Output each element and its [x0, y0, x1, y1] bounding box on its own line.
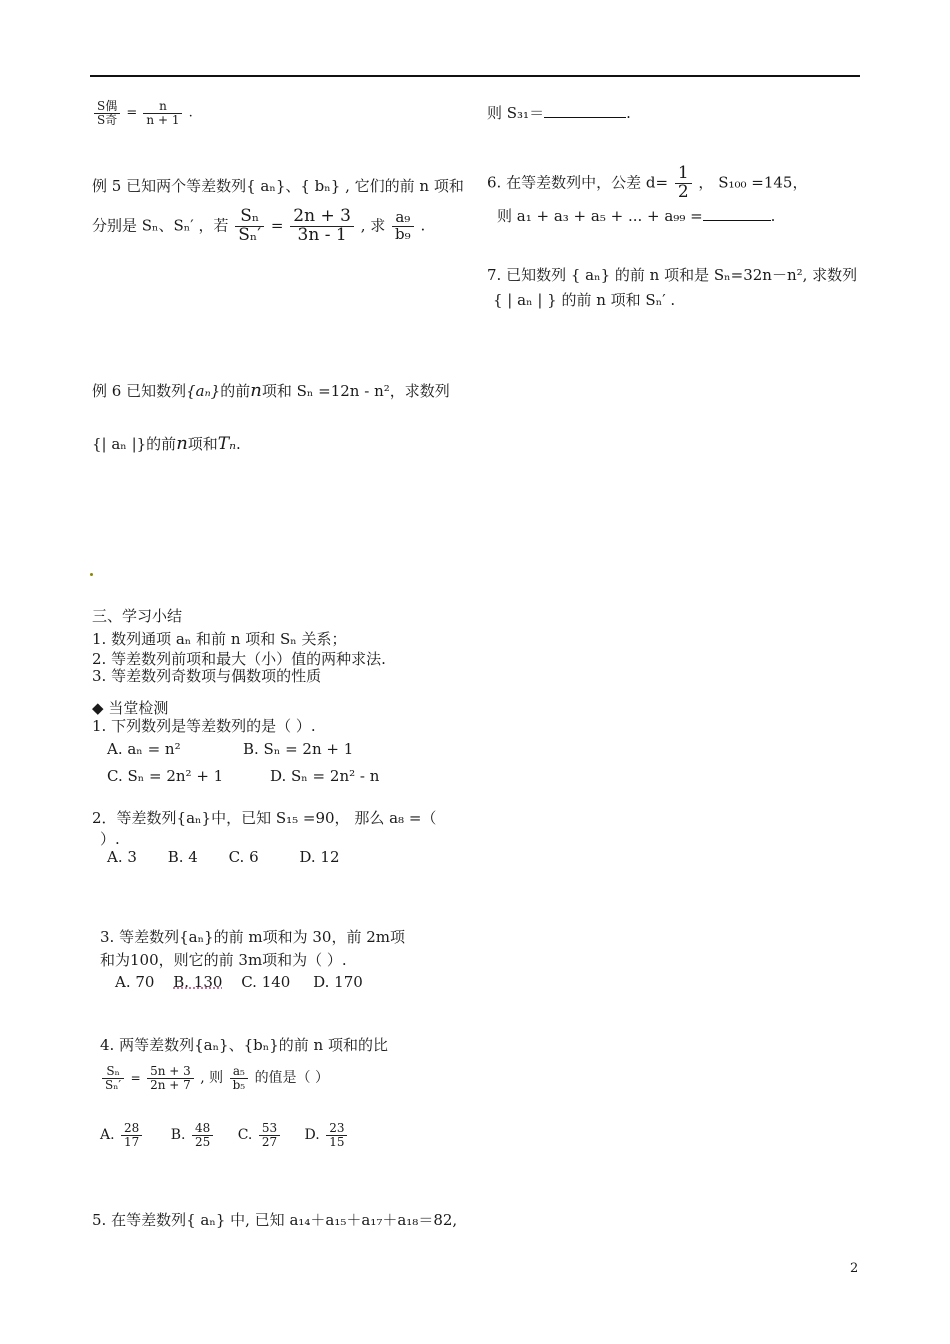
- q3-opt-c: C. 140: [241, 973, 291, 991]
- question-3-line2: 和为100，则它的前 3m项和为（ ）.: [100, 951, 347, 969]
- stray-mark: [90, 573, 93, 576]
- question-5-continuation: 则 S₃₁＝ .: [487, 104, 631, 122]
- summary-item-1: 1. 数列通项 aₙ 和前 n 项和 Sₙ 关系；: [92, 630, 347, 648]
- question-1-opt-b: B. Sₙ = 2n + 1: [243, 740, 354, 758]
- question-7-line2: { | aₙ | } 的前 n 项和 Sₙ′ .: [493, 291, 676, 309]
- q2-opt-d: D. 12: [299, 848, 340, 866]
- summary-item-3: 3. 等差数列奇数项与偶数项的性质: [92, 667, 322, 685]
- check-title: ◆ 当堂检测: [92, 699, 169, 717]
- question-1-opt-a: A. aₙ = n²: [107, 740, 181, 758]
- example-6-line2: {| aₙ |}的前n项和Tₙ.: [92, 433, 241, 454]
- question-6-line1: 6. 在等差数列中，公差 d= $\frac{1}{2}$ ， S₁₀₀ =145，: [487, 163, 808, 202]
- q4-opt-d: D. $\frac{23}{15}$: [305, 1122, 350, 1148]
- top-fraction-fragment: $\frac{\text{S偶}}{\text{S奇}}$ = $\frac{n}{n + 1}$ .: [92, 100, 193, 126]
- answer-blank[interactable]: [544, 117, 626, 118]
- q4-opt-b: B. $\frac{48}{25}$: [171, 1122, 215, 1148]
- question-1-opt-c: C. Sₙ = 2n² + 1: [107, 767, 224, 785]
- question-3-options: [115, 973, 389, 991]
- q2-opt-b: B. 4: [167, 848, 198, 866]
- question-4-options: [100, 1122, 375, 1148]
- answer-blank-6[interactable]: [703, 220, 771, 221]
- question-2-line2: ）.: [100, 830, 120, 848]
- header-rule: [90, 75, 860, 77]
- question-6-line2: 则 a₁ + a₃ + a₅ + ... + a₉₉ = .: [497, 207, 776, 225]
- question-4-line1: 4. 两等差数列{aₙ}、{bₙ}的前 n 项和的比: [100, 1036, 388, 1054]
- question-5: 5. 在等差数列{ aₙ} 中, 已知 a₁₄＋a₁₅＋a₁₇＋a₁₈＝82,: [92, 1211, 458, 1229]
- question-2-options: [107, 848, 366, 866]
- summary-title: 三、学习小结: [92, 607, 183, 625]
- q3-opt-a: A. 70: [115, 973, 155, 991]
- q4-opt-c: C. $\frac{53}{27}$: [238, 1122, 282, 1148]
- q3-opt-d: D. 170: [313, 973, 363, 991]
- q4-opt-a: A. $\frac{28}{17}$: [100, 1122, 144, 1148]
- example-5-line2: 分别是 Sₙ、Sₙ′ ，若 $\frac{\text{Sₙ}}{\text{Sₙ′}}$ = $\frac{2n + 3}{3n - 1}$ , 求 $\frac{\text{a₉}}{\text{b₉}}$ .: [92, 206, 426, 245]
- example-5-line1: 例 5 已知两个等差数列{ aₙ}、{ bₙ} , 它们的前 n 项和: [92, 177, 464, 195]
- question-7-line1: 7. 已知数列 { aₙ} 的前 n 项和是 Sₙ=32n－n², 求数列: [487, 266, 858, 284]
- q2-opt-a: A. 3: [107, 848, 137, 866]
- example-6-line1: 例 6 已知数列{aₙ}的前n项和 Sₙ =12n - n²，求数列: [92, 380, 450, 401]
- question-1: 1. 下列数列是等差数列的是（ ）.: [92, 717, 316, 735]
- q2-opt-c: C. 6: [228, 848, 259, 866]
- summary-item-2: 2. 等差数列前项和最大（小）值的两种求法.: [92, 650, 386, 668]
- question-1-opt-d: D. Sₙ = 2n² - n: [270, 767, 380, 785]
- q3-opt-b: B. 130: [173, 973, 223, 991]
- question-4-line2: $\frac{\text{Sₙ}}{\text{Sₙ′}}$ = $\frac{5n + 3}{2n + 7}$ , 则 $\frac{\text{a₅}}{\text{b₅}}$ 的值是（ ）: [100, 1065, 329, 1091]
- page-number: 2: [850, 1261, 859, 1276]
- diamond-icon: ◆: [92, 699, 104, 717]
- question-2-line1: 2．等差数列{aₙ}中，已知 S₁₅ =90， 那么 a₈ =（: [92, 809, 437, 827]
- question-3-line1: 3. 等差数列{aₙ}的前 m项和为 30，前 2m项: [100, 928, 405, 946]
